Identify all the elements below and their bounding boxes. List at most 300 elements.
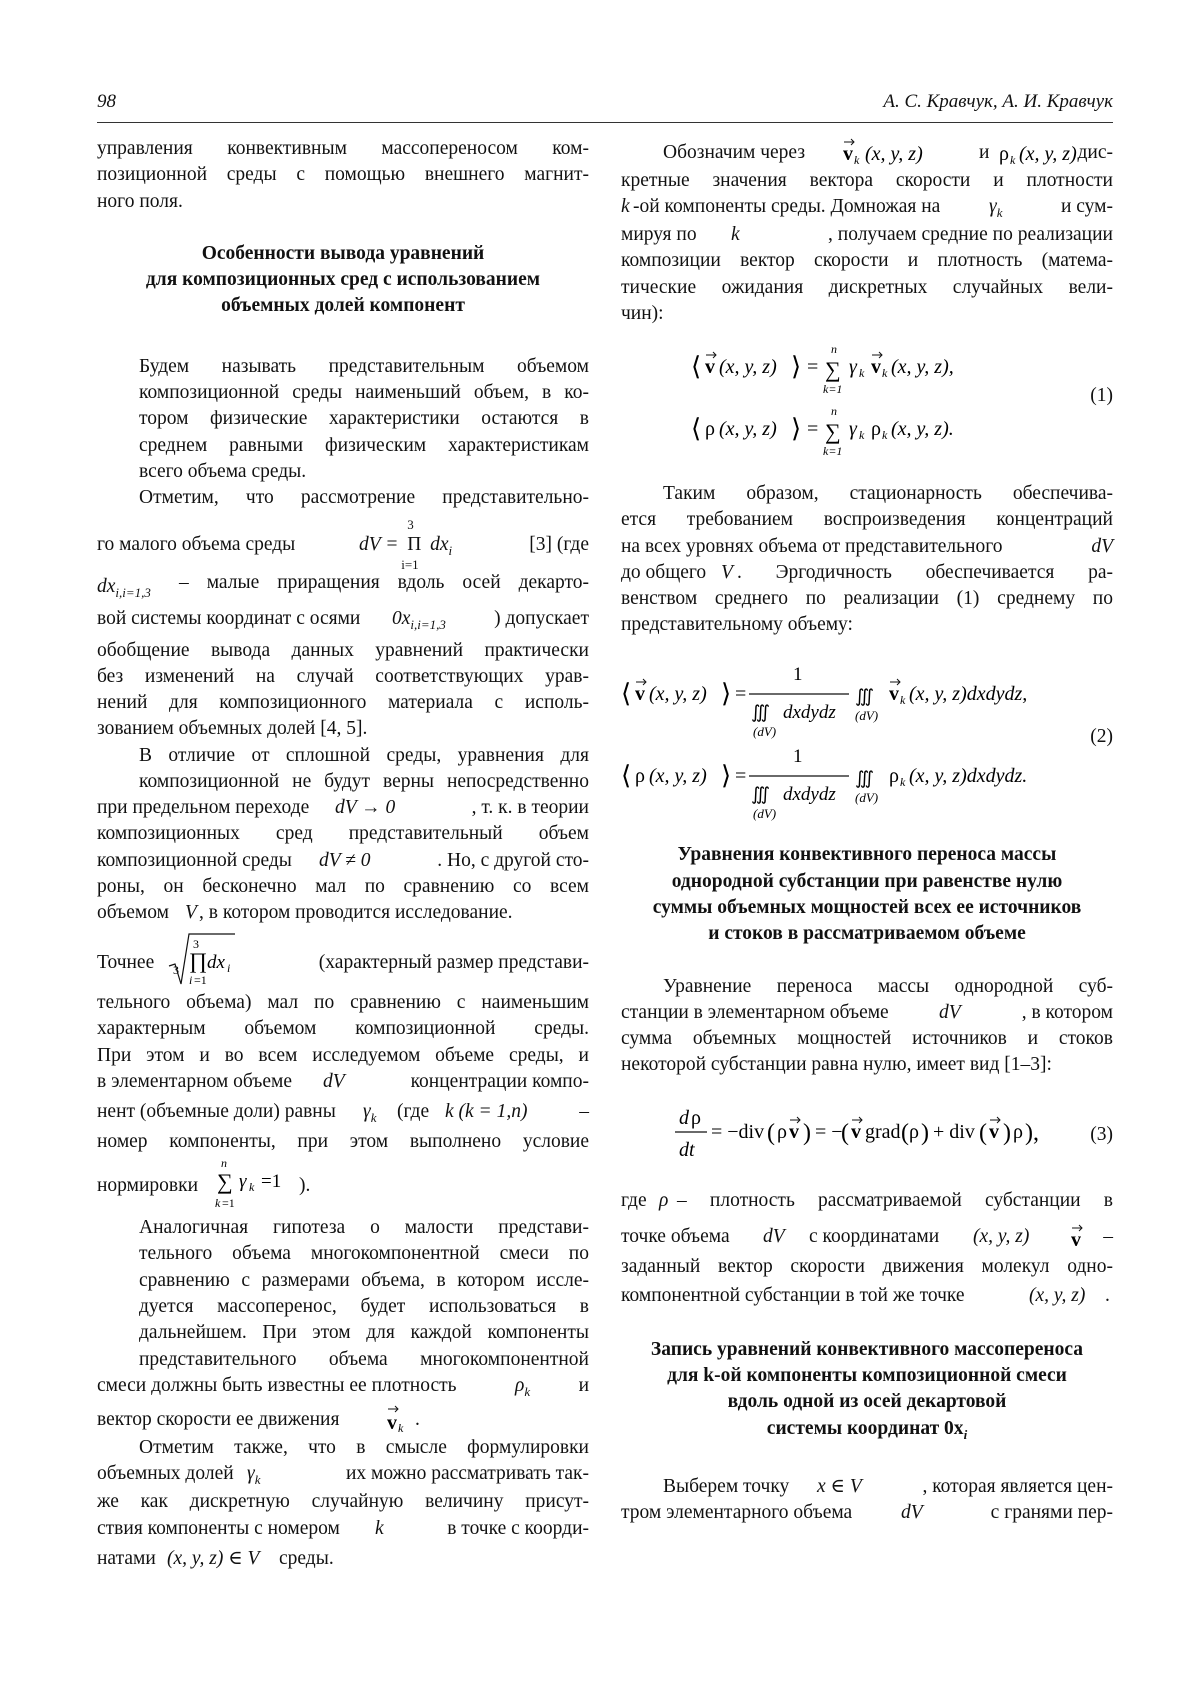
text-segment: ). (299, 1175, 311, 1197)
text-line: представительного объема многокомпонентной (139, 1348, 589, 1370)
text-line: тические ожидания дискретных случайных вели- (621, 276, 1113, 298)
svg-text:v: v (871, 356, 881, 379)
text-segment: , т. к. в теории (471, 797, 589, 819)
math-symbol: V (185, 901, 197, 923)
math-symbol: k (445, 1100, 454, 1122)
text-line: управления конвективным массопереносом ком- (97, 138, 589, 159)
svg-text:(x, y, z): (x, y, z) (865, 143, 923, 165)
authors-running-head: А. С. Кравчук, А. И. Кравчук (883, 91, 1113, 112)
svg-text:ρ: ρ (889, 765, 899, 788)
text-segment: (где (397, 1100, 430, 1122)
svg-text:= −div: = −div (711, 1121, 765, 1144)
text-segment: с гранями пер- (990, 1501, 1113, 1523)
equation-number: (3) (1090, 1124, 1113, 1146)
subscript: k (254, 1472, 261, 1488)
svg-text:k: k (859, 428, 865, 443)
svg-text:v: v (843, 143, 853, 165)
svg-text:⟩: ⟩ (791, 414, 802, 444)
text-segment: нент (объемные доли) равны (97, 1100, 336, 1122)
svg-text:k: k (249, 1180, 255, 1195)
text-segment: Обозначим через (663, 142, 806, 163)
svg-text:v: v (889, 683, 899, 706)
svg-text:): ) (1003, 1120, 1011, 1147)
inequality-formula: dV ≠ 0 (319, 849, 371, 871)
heading-line: и стоков в рассматриваемом объеме (708, 923, 1026, 945)
text-line-with-formula (621, 560, 1113, 586)
svg-text:3: 3 (173, 962, 179, 977)
svg-text:k: k (398, 1420, 404, 1435)
gamma-k (247, 1461, 260, 1493)
text-segment: го малого объема среды (97, 533, 296, 555)
velocity-vector-v (1067, 1218, 1087, 1250)
velocity-vector-vk (385, 1401, 411, 1435)
math-symbol: dx (97, 575, 116, 597)
svg-text:ρ: ρ (635, 765, 645, 788)
svg-text:v: v (387, 1411, 397, 1434)
svg-text:(x, y, z): (x, y, z) (719, 418, 777, 441)
text-line: венством среднего по реализации (1) среднему по (621, 587, 1113, 609)
svg-text:ρ: ρ (777, 1121, 787, 1144)
svg-text:∭: ∭ (855, 686, 875, 707)
paragraph (97, 354, 589, 485)
text-line-with-formula (97, 512, 589, 570)
text-segment: до общего (621, 561, 707, 583)
text-segment: , в котором проводится исследование. (199, 901, 513, 923)
svg-text:dt: dt (679, 1139, 695, 1162)
equation-2 (621, 638, 1113, 828)
text-line: позиционной среды с помощью внешнего магнит- (97, 164, 589, 186)
svg-text:n: n (221, 1156, 227, 1171)
svg-text:γ: γ (849, 418, 857, 441)
text-segment: среды. (279, 1547, 334, 1569)
svg-text:dx: dx (207, 951, 225, 973)
svg-text:(dV): (dV) (753, 806, 777, 822)
math-symbol: (x, y, z) (167, 1547, 224, 1569)
text-line-with-formula (621, 1281, 1113, 1311)
text-line: композиции вектор скорости и плотность (матема- (621, 250, 1113, 272)
svg-text:= −: = − (815, 1121, 843, 1144)
math-symbol: k (375, 1517, 384, 1539)
text-line-with-formula (621, 194, 1113, 222)
text-line: тельного объема) мал по сравнению с наименьшим (97, 991, 589, 1013)
svg-text:v: v (851, 1121, 861, 1144)
svg-text:ρ: ρ (691, 1107, 701, 1130)
svg-text:k=1: k=1 (823, 444, 843, 459)
math-symbol: dV (323, 1070, 345, 1092)
svg-text:(x, y, z): (x, y, z) (719, 356, 777, 379)
equation-3 (621, 1078, 1113, 1188)
cube-root-formula (167, 928, 237, 988)
subscript: k (996, 205, 1003, 221)
text-line-with-formula (621, 534, 1113, 560)
text-line-with-formula (97, 602, 589, 638)
text-line-with-formula (621, 1000, 1113, 1026)
text-line: без изменений на случай соответствующих урав- (97, 665, 589, 687)
axes-formula (392, 606, 446, 638)
text-line-with-formula (97, 795, 589, 821)
text-line-with-formula (621, 1500, 1113, 1526)
svg-text:v: v (705, 356, 715, 379)
text-segment: вектор скорости ее движения (97, 1408, 340, 1430)
text-line: представительному объему: (621, 614, 853, 636)
svg-text:ρ: ρ (909, 1121, 919, 1144)
text-segment: ) допускает (494, 607, 589, 629)
svg-text:⟨: ⟨ (621, 679, 632, 709)
paragraph-continued (97, 638, 589, 743)
normalization-sum (215, 1155, 299, 1213)
text-segment: – (1103, 1226, 1113, 1248)
math-symbol: k (731, 224, 740, 246)
svg-text:(x, y, z),: (x, y, z), (891, 356, 954, 379)
svg-text:(dV): (dV) (855, 790, 879, 806)
svg-text:(x, y, z): (x, y, z) (649, 683, 707, 706)
text-line: композиционной не будут верны непосредственно (139, 771, 589, 793)
eq1-formula (691, 341, 991, 467)
text-line: Уравнение переноса массы однородной суб- (663, 975, 1113, 997)
math-symbol: V (247, 1547, 260, 1569)
svg-text:1: 1 (793, 746, 803, 768)
text-line: сумма объемных мощностей источников и стоков (621, 1027, 1113, 1049)
text-segment: . Эргодичность обеспечивается ра- (737, 561, 1113, 583)
math-symbol: ρ (659, 1190, 669, 1212)
paragraph (97, 485, 589, 511)
text-line-with-formula (97, 1155, 589, 1215)
text-line: некоторой субстанции равна нулю, имеет вид [1–3]: (621, 1054, 1052, 1076)
product-symbol: Π (407, 533, 422, 555)
text-segment: с координатами (809, 1226, 940, 1248)
math-symbol: (x, y, z) (1029, 1284, 1086, 1306)
svg-text:i: i (189, 972, 193, 987)
equation-1 (621, 327, 1113, 467)
text-line-with-formula (97, 900, 589, 926)
text-segment: точке объема (621, 1226, 730, 1248)
text-segment: их можно рассматривать так- (346, 1463, 589, 1485)
math-symbol: k (621, 196, 630, 218)
text-line: среднем равными физическим характеристикам (139, 434, 589, 456)
svg-text:(: ( (767, 1120, 775, 1147)
heading-line: суммы объемных мощностей всех ее источников (652, 896, 1082, 918)
text-segment: Точнее (97, 951, 155, 973)
text-line: дуется массоперенос, будет использоваться в (139, 1296, 589, 1318)
svg-text:i: i (227, 960, 231, 975)
heading-line: объемных долей компонент (221, 295, 465, 317)
subscript: i (448, 542, 453, 558)
math-symbol: dV (359, 533, 381, 555)
math-symbol: 0x (392, 607, 411, 629)
svg-text:n: n (831, 404, 837, 419)
svg-text:v: v (789, 1121, 799, 1144)
math-symbol: γ (363, 1100, 371, 1122)
section-heading (97, 241, 589, 320)
svg-text:∑: ∑ (217, 1169, 233, 1195)
svg-text:): ) (921, 1120, 929, 1147)
text-segment: вой системы координат с осями (97, 607, 361, 629)
section-heading (621, 842, 1113, 947)
text-line: В отличие от сплошной среды, уравнения для (139, 744, 589, 766)
text-line: кретные значения вектора скорости и плотности (621, 170, 1113, 191)
svg-text:k: k (215, 1196, 221, 1211)
text-segment: дис- (1077, 142, 1113, 163)
text-line: дальнейшем. При этом для каждой компоненты (139, 1322, 589, 1344)
text-segment: на всех уровнях объема от представительного (621, 535, 1003, 557)
svg-text:∭: ∭ (751, 784, 771, 805)
subscript: k (370, 1109, 377, 1125)
text-line: Отметим также, что в смысле формулировки (139, 1436, 589, 1458)
svg-text:γ: γ (239, 1171, 247, 1193)
text-segment: ствия компоненты с номером (97, 1517, 340, 1539)
text-line-with-formula (97, 926, 589, 990)
intro-paragraph (97, 136, 589, 215)
math-symbol: dV (939, 1001, 961, 1023)
svg-text:3: 3 (193, 936, 199, 951)
math-symbol: ρ (515, 1374, 525, 1396)
text-line-with-formula (621, 1188, 1113, 1218)
svg-text:k: k (882, 428, 888, 443)
text-line-with-formula (97, 1373, 589, 1401)
left-column (97, 136, 589, 1574)
svg-text:⟨: ⟨ (621, 761, 632, 791)
svg-text:∭: ∭ (855, 768, 875, 789)
rhok-xyz (997, 136, 1083, 168)
text-segment: компонентной субстанции в той же точке (621, 1284, 965, 1306)
text-segment: Выберем точку (663, 1475, 790, 1497)
text-line: зованием объемных долей [4, 5]. (97, 718, 368, 740)
svg-text:grad: grad (865, 1121, 901, 1144)
svg-text:dxdydz: dxdydz (783, 784, 836, 806)
math-symbol: (x, y, z) (973, 1226, 1030, 1248)
page-number: 98 (97, 91, 116, 112)
text-segment: при предельном переходе (97, 797, 310, 819)
subscript: k (524, 1383, 531, 1399)
point-in-V: (x, y, z) ∈ V (167, 1547, 260, 1569)
heading-line: вдоль одной из осей декартовой (727, 1391, 1007, 1413)
math-symbol: x ∈ V (817, 1475, 862, 1497)
text-line: сравнению с размерами объема, в котором иссле- (139, 1269, 589, 1291)
svg-text:ρ: ρ (705, 418, 715, 441)
text-segment: и (578, 1374, 589, 1396)
text-segment: , в котором (1021, 1001, 1113, 1023)
svg-text:∑: ∑ (825, 419, 841, 445)
limit-formula: dV → 0 (335, 797, 396, 819)
svg-text:(x, y, z).: (x, y, z). (891, 418, 954, 441)
svg-text:γ: γ (849, 356, 857, 379)
svg-text:=: = (807, 356, 819, 379)
svg-text:ρ: ρ (1013, 1121, 1023, 1144)
text-line: тором физические характеристики остаются в (139, 408, 589, 430)
text-line-with-formula (621, 222, 1113, 248)
text-line-with-formula (97, 1097, 589, 1129)
text-segment: . (1105, 1284, 1110, 1306)
heading-line (621, 1416, 1113, 1448)
heading-line: Уравнения конвективного переноса массы (677, 844, 1057, 866)
svg-text:⟩: ⟩ (721, 761, 732, 791)
text-line-with-formula (97, 1401, 589, 1435)
text-segment: (характерный размер представи- (318, 951, 589, 973)
text-segment: – (579, 1100, 589, 1122)
text-segment: . Но, с другой сто- (437, 849, 589, 871)
text-line-with-formula (621, 1218, 1113, 1254)
text-line-with-formula (621, 136, 1113, 168)
svg-text:(dV): (dV) (855, 708, 879, 724)
text-line: Таким образом, стационарность обеспечива- (663, 483, 1113, 505)
text-segment: , получаем средние по реализации (828, 224, 1113, 246)
heading-text: системы координат 0x (766, 1417, 964, 1439)
text-segment: и сум- (1060, 196, 1113, 218)
text-line: нений для композиционного материала с исполь- (97, 692, 589, 714)
text-segment: мируя по (621, 224, 697, 246)
math-symbol: γ (247, 1463, 255, 1485)
svg-text:∑: ∑ (825, 357, 841, 383)
text-line: Будем называть представительным объемом (139, 355, 589, 377)
svg-text:),: ), (1025, 1120, 1039, 1147)
text-line: композиционной среды наименьший объем, в ко- (139, 382, 589, 404)
svg-text:=: = (807, 418, 819, 441)
section-heading (621, 1337, 1113, 1448)
svg-text:k: k (900, 775, 906, 790)
heading-line: однородной субстанции при равенстве нулю (671, 870, 1063, 892)
math-symbol: dx (430, 533, 449, 555)
svg-text:k: k (900, 693, 906, 708)
svg-text:∭: ∭ (751, 702, 771, 723)
text-line: тельного объема многокомпонентной смеси по (139, 1243, 589, 1265)
gamma-k (363, 1099, 376, 1131)
text-line-with-formula (621, 1474, 1113, 1500)
svg-text:⟨: ⟨ (691, 352, 702, 382)
text-segment: тром элементарного объема (621, 1501, 853, 1523)
math-symbol: dV (763, 1226, 785, 1248)
svg-text:(dV): (dV) (753, 724, 777, 740)
svg-text:v: v (635, 683, 645, 706)
equation-number: (1) (1090, 385, 1113, 407)
vk-xyz (841, 136, 971, 168)
text-line: – малые приращения вдоль осей декарто- (179, 571, 589, 593)
svg-text:k: k (854, 153, 860, 167)
eq3-formula (675, 1098, 1075, 1178)
right-column (621, 136, 1113, 1526)
text-line: характерным объемом композиционной среды. (97, 1018, 589, 1040)
math-symbol: γ (989, 196, 997, 218)
subscript: i (963, 1426, 968, 1442)
text-line: ется требованием воспроизведения концентраций (621, 509, 1113, 531)
svg-text:=: = (735, 765, 747, 788)
svg-text:(: ( (901, 1120, 909, 1147)
text-line: роны, он бесконечно мал по сравнению со всем (97, 875, 589, 897)
svg-text:(x, y, z)dxdydz,: (x, y, z)dxdydz, (909, 683, 1028, 706)
text-line-with-formula (97, 1516, 589, 1544)
svg-text:dxdydz: dxdydz (783, 702, 836, 724)
svg-text:(: ( (841, 1120, 849, 1147)
text-segment: [3] (где (529, 533, 589, 555)
text-line: Отметим, что рассмотрение представительно- (139, 487, 589, 509)
heading-line: Запись уравнений конвективного массопереноса (650, 1338, 1084, 1360)
text-line-with-formula (97, 1461, 589, 1489)
text-segment: концентрации компо- (410, 1070, 589, 1092)
eq2-formula (621, 656, 1061, 828)
svg-text:d: d (679, 1107, 689, 1130)
svg-text:(x, y, z): (x, y, z) (1019, 143, 1077, 165)
svg-text:v: v (1071, 1229, 1081, 1251)
svg-text:1: 1 (793, 664, 803, 686)
text-segment: станции в элементарном объеме (621, 1001, 889, 1023)
equation-number: (2) (1090, 726, 1113, 748)
text-line-with-formula (97, 570, 589, 602)
svg-text:=1: =1 (222, 1196, 235, 1211)
heading-line: Особенности вывода уравнений (201, 242, 485, 264)
svg-text:⟨: ⟨ (691, 414, 702, 444)
text-segment: объемных долей (97, 1463, 234, 1485)
heading-line: для композиционных сред с использованием (145, 269, 541, 291)
text-segment: нормировки (97, 1175, 199, 1197)
text-line-with-formula (97, 1544, 589, 1574)
text-segment: -ой компоненты среды. Домножая на (633, 196, 941, 218)
text-segment: , которая является цен- (922, 1475, 1113, 1497)
dV-product-formula: dV = 3 Π i=1 $dx_i$ (359, 516, 453, 572)
subscript: i,i=1,3 (410, 616, 446, 632)
text-line-with-formula (97, 1069, 589, 1097)
text-line: Аналогичная гипотеза о малости представи- (139, 1217, 589, 1239)
text-segment: смеси должны быть известны ее плотность (97, 1374, 457, 1396)
svg-text:ρ: ρ (871, 418, 881, 441)
svg-text:k: k (859, 366, 865, 381)
svg-text:(x, y, z): (x, y, z) (649, 765, 707, 788)
text-line: заданный вектор скорости движения молекул одно- (621, 1256, 1113, 1278)
svg-text:(x, y, z)dxdydz.: (x, y, z)dxdydz. (909, 765, 1028, 788)
text-line: чин): (621, 302, 664, 324)
heading-line: для k-ой компоненты композиционной смеси (667, 1365, 1067, 1387)
math-symbol: (k = 1,n) (458, 1100, 528, 1122)
text-segment: объемом (97, 901, 169, 923)
svg-text:k=1: k=1 (823, 382, 843, 397)
svg-text:ρ: ρ (999, 143, 1009, 165)
text-segment: композиционной среды (97, 849, 292, 871)
text-segment: . (415, 1408, 420, 1430)
text-line: обобщение вывода данных уравнений практически (97, 639, 589, 661)
math-symbol: V (721, 561, 733, 583)
text-line: же как дискретную случайную величину присут- (97, 1491, 589, 1513)
svg-text:+ div: + div (933, 1121, 975, 1144)
text-line: ного поля. (97, 190, 183, 212)
text-segment: натами (97, 1547, 156, 1569)
running-header (97, 91, 1113, 119)
text-segment: в элементарном объеме (97, 1070, 293, 1092)
text-segment: в точке с коорди- (447, 1517, 589, 1539)
math-symbol: dV (1091, 535, 1113, 557)
subscript: i,i=1,3 (115, 584, 151, 600)
svg-text:⟩: ⟩ (791, 352, 802, 382)
svg-text:∏: ∏ (189, 947, 208, 973)
svg-text:n: n (831, 342, 837, 357)
svg-text:k: k (1010, 153, 1016, 167)
text-segment: где (621, 1190, 647, 1212)
text-line-with-formula (97, 848, 589, 874)
svg-text:=1: =1 (261, 1171, 282, 1193)
math-symbol: dV (901, 1501, 923, 1523)
svg-text:): ) (803, 1120, 811, 1147)
text-line: При этом и во всем исследуемом объеме среды, и (97, 1044, 589, 1066)
svg-text:⟩: ⟩ (721, 679, 732, 709)
svg-text:k: k (882, 366, 888, 381)
text-segment: и (979, 142, 990, 163)
paragraph (97, 743, 589, 796)
svg-text:v: v (989, 1121, 999, 1144)
text-line: композиционных сред представительный объем (97, 823, 589, 845)
svg-text:=1: =1 (194, 972, 207, 987)
svg-text:(: ( (979, 1120, 987, 1147)
text-line: всего объема среды. (139, 460, 307, 482)
header-rule (97, 122, 1113, 123)
text-segment: – плотность рассматриваемой субстанции в (677, 1190, 1113, 1212)
text-line: номер компоненты, при этом выполнено условие (97, 1130, 589, 1152)
